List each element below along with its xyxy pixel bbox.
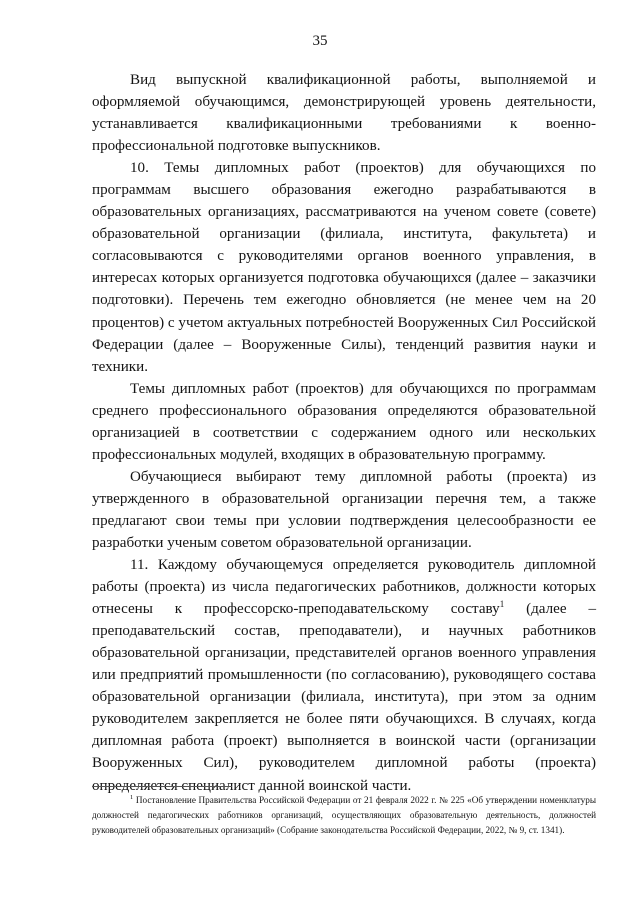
document-body [92, 69, 596, 797]
footnote-text: Постановление Правительства Российской Федерации от 21 февраля 2022 г. № 225 «Об утверждении номенклатуры должностей педагогических работников организаций, осуществляющих образовательную деятельность, должностей руководителей образовательных организаций» (Собрание законодательства Российской Федерации, 2022, № 9, ст. 1341). [92, 795, 596, 835]
footnote [92, 793, 596, 838]
footnote-divider [92, 786, 232, 787]
paragraph-thesis-type: Вид выпускной квалификационной работы, выполняемой и оформляемой обучающимся, демонстрирующей уровень деятельности, устанавливается квалификационными требованиями к военно-профессиональной подготовке выпускников. [92, 72, 596, 155]
paragraph-11-text-end: (далее – преподавательский состав, преподаватели), и научных работников образовательной организации, представителей органов военного управления или предприятий промышленности (по согласованию), руководящего состава образовательной организации (филиала, института), при этом за одним руководителем закрепляется не более пяти обучающихся. В случаях, когда дипломная работа (проект) выполняется в воинской части (организации Вооруженных Сил), руководителем дипломной работы (проекта) определяется специалист данной воинской части. [92, 601, 597, 794]
paragraph-secondary-education-topics: Темы дипломных работ (проектов) для обучающихся по программам среднего профессионального образования определяются образовательной организацией в соответствии с содержанием одного или нескольких профессиональных модулей, входящих в образовательную программу. [92, 380, 596, 463]
footnote-reference[interactable]: 1 [499, 599, 505, 610]
paragraph-11-supervisor [92, 554, 596, 797]
paragraph-topic-selection: Обучающиеся выбирают тему дипломной работы (проекта) из утвержденного в образовательной организации перечня тем, а также предлагают свои темы при условии подтверждения целесообразности ее разработки ученым советом образовательной организации. [92, 468, 596, 551]
paragraph-10-higher-education-topics: 10. Темы дипломных работ (проектов) для обучающихся по программам высшего образования ежегодно разрабатываются в образовательных организациях, рассматриваются на ученом совете (совете) образовательной организации (филиала, института, факультета) и согласовываются с руководителями органов военного управления, в интересах которых организуется подготовка обучающихся (далее – заказчики подготовки). Перечень тем ежегодно обновляется (не менее чем на 20 процентов) с учетом актуальных потребностей Вооруженных Сил Российской Федерации (далее – Вооруженные Силы), тенденций развития науки и техники. [92, 160, 596, 375]
paragraph-11-text-start: 11. Каждому обучающемуся определяется руководитель дипломной работы (проекта) из числа педагогических работников, должности которых отнесены к профессорско-преподавательскому составу [92, 557, 596, 618]
footnote-marker: 1 [130, 794, 134, 801]
page-number: 35 [312, 33, 328, 49]
